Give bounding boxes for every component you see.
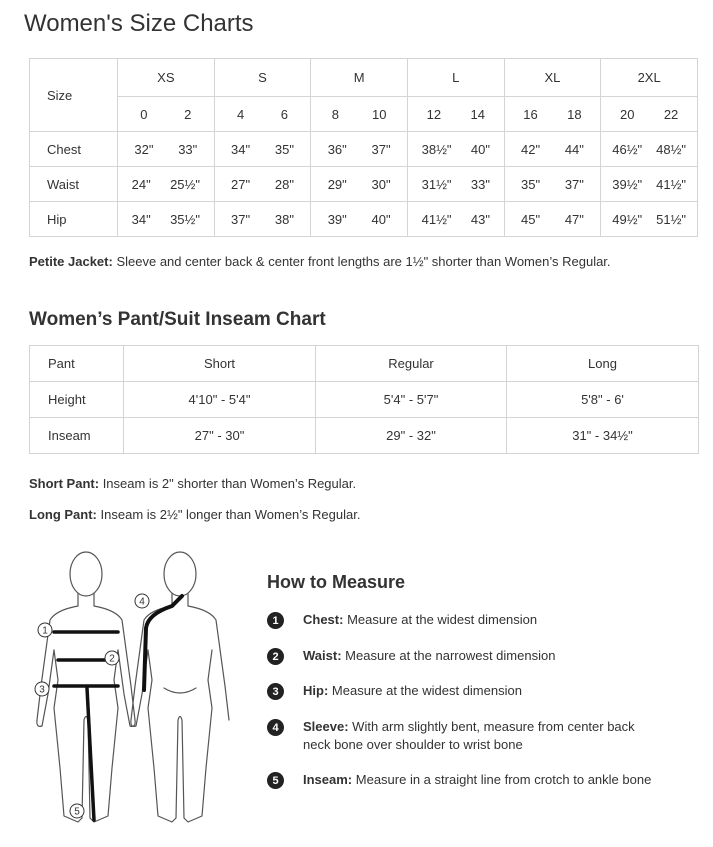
- step-text: [303, 771, 651, 789]
- step-label: Waist:: [303, 648, 342, 663]
- measure-cell: [601, 202, 698, 237]
- measure-cell: [118, 167, 215, 202]
- marker-5-label: 5: [74, 806, 80, 818]
- measure-value: 45": [521, 211, 541, 227]
- inseam-cell: 27" - 30": [124, 418, 316, 454]
- measure-value: 24": [131, 176, 151, 192]
- step-number-badge: 4: [267, 719, 284, 736]
- measure-value: 37": [564, 176, 584, 192]
- measure-value: 38½": [421, 141, 452, 157]
- inseam-row-height: [30, 382, 699, 418]
- note-label: Short Pant:: [29, 476, 100, 491]
- note-text: Inseam is 2" shorter than Women’s Regular.: [102, 476, 357, 491]
- measure-cell: [504, 202, 601, 237]
- measure-cell: [504, 132, 601, 167]
- measure-value: 41½": [421, 211, 452, 227]
- row-label: Chest: [30, 132, 118, 167]
- inseam-cell: 5'8" - 6': [507, 382, 699, 418]
- row-label: Height: [30, 382, 124, 418]
- measure-value: 42": [521, 141, 541, 157]
- marker-2-label: 2: [109, 653, 115, 665]
- note-text: Sleeve and center back & center front lengths are 1½" shorter than Women’s Regular.: [116, 254, 611, 269]
- inseam-row-inseam: [30, 418, 699, 454]
- row-label: Waist: [30, 167, 118, 202]
- step-text: [303, 647, 555, 665]
- marker-4-badge: [135, 594, 149, 608]
- size-numbers-cell: [601, 97, 698, 132]
- size-numbers-cell: [118, 97, 215, 132]
- size-number: 2: [184, 106, 192, 122]
- measure-value: 29": [327, 176, 347, 192]
- size-number: 22: [663, 106, 679, 122]
- size-number: 16: [523, 106, 538, 122]
- inseam-chart-title: Women’s Pant/Suit Inseam Chart: [29, 309, 326, 330]
- size-row-hip: [30, 202, 698, 237]
- inseam-header: Long: [507, 346, 699, 382]
- note-label: Long Pant:: [29, 507, 97, 522]
- measure-step-hip: [267, 682, 687, 700]
- measure-value: 39½": [612, 176, 643, 192]
- step-label: Chest:: [303, 612, 344, 627]
- measure-value: 34": [231, 141, 251, 157]
- size-numbers-cell: [504, 97, 601, 132]
- size-group-2xl: 2XL: [601, 59, 698, 97]
- measure-cell: [118, 202, 215, 237]
- measure-value: 31½": [421, 176, 452, 192]
- measure-value: 48½": [656, 141, 687, 157]
- measure-value: 40": [371, 211, 391, 227]
- size-number: 4: [236, 106, 245, 122]
- measure-cell: [504, 167, 601, 202]
- step-label: Sleeve:: [303, 719, 349, 734]
- measure-value: 33": [470, 176, 490, 192]
- measure-value: 28": [274, 176, 294, 192]
- long-pant-note: [29, 507, 360, 522]
- measure-value: 35": [274, 141, 294, 157]
- size-numbers-cell: [214, 97, 311, 132]
- size-corner-label: Size: [30, 59, 118, 132]
- measure-value: 32": [134, 141, 154, 157]
- inseam-cell: 29" - 32": [316, 418, 507, 454]
- measure-value: 47": [564, 211, 584, 227]
- size-group-xs: XS: [118, 59, 215, 97]
- measure-cell: [118, 132, 215, 167]
- row-label: Hip: [30, 202, 118, 237]
- measure-value: 34": [131, 211, 151, 227]
- step-text: [303, 611, 537, 629]
- size-number: 10: [372, 106, 387, 122]
- size-group-l: L: [407, 59, 504, 97]
- step-number-badge: 1: [267, 612, 284, 629]
- measure-value: 46½": [612, 141, 643, 157]
- note-text: Inseam is 2½" longer than Women’s Regular.: [100, 507, 361, 522]
- step-description: Measure at the narrowest dimension: [345, 648, 556, 663]
- size-number: 20: [619, 106, 635, 122]
- note-label: Petite Jacket:: [29, 254, 113, 269]
- marker-3-badge: [35, 682, 49, 696]
- inseam-header-row: [30, 346, 699, 382]
- size-numbers-cell: [311, 97, 408, 132]
- step-number-badge: 3: [267, 683, 284, 700]
- size-group-s: S: [214, 59, 311, 97]
- measure-step-inseam: [267, 771, 687, 789]
- measure-value: 30": [371, 176, 391, 192]
- row-label: Inseam: [30, 418, 124, 454]
- measure-value: 35": [521, 176, 541, 192]
- measure-value: 40": [470, 141, 490, 157]
- measure-value: 37": [231, 211, 251, 227]
- size-number-row: [30, 97, 698, 132]
- step-description: Measure at the widest dimension: [347, 612, 538, 627]
- measure-value: 51½": [656, 211, 687, 227]
- short-pant-note: [29, 476, 356, 491]
- size-numbers-cell: [407, 97, 504, 132]
- size-row-waist: [30, 167, 698, 202]
- measure-value: 25½": [170, 176, 200, 192]
- measure-cell: [407, 167, 504, 202]
- measure-value: 43": [470, 211, 490, 227]
- measure-step-waist: [267, 647, 687, 665]
- measure-cell: [214, 132, 311, 167]
- measure-step-chest: [267, 611, 687, 629]
- measure-value: 36": [327, 141, 347, 157]
- inseam-cell: 31" - 34½": [507, 418, 699, 454]
- measure-step-sleeve: [267, 718, 647, 754]
- inseam-chart-table: [29, 345, 699, 454]
- size-group-row: [30, 59, 698, 97]
- measure-value: 27": [231, 176, 251, 192]
- how-to-measure-title: How to Measure: [267, 572, 406, 592]
- step-label: Inseam:: [303, 772, 353, 787]
- step-label: Hip:: [303, 683, 329, 698]
- measure-cell: [214, 202, 311, 237]
- measure-cell: [311, 167, 408, 202]
- marker-5-badge: [70, 804, 84, 818]
- step-number-badge: 2: [267, 648, 284, 665]
- size-number: 18: [567, 106, 582, 122]
- size-row-chest: [30, 132, 698, 167]
- size-group-xl: XL: [504, 59, 601, 97]
- size-group-m: M: [311, 59, 408, 97]
- size-chart-table: [29, 58, 698, 237]
- measure-cell: [601, 132, 698, 167]
- measure-cell: [601, 167, 698, 202]
- inseam-header: Short: [124, 346, 316, 382]
- measure-value: 49½": [612, 211, 643, 227]
- step-description: Measure in a straight line from crotch to ankle bone: [355, 772, 652, 787]
- inseam-header: Regular: [316, 346, 507, 382]
- measure-cell: [407, 132, 504, 167]
- step-text: [303, 718, 647, 754]
- marker-3-label: 3: [39, 684, 45, 696]
- step-number-badge: 5: [267, 772, 284, 789]
- measure-value: 41½": [656, 176, 687, 192]
- size-number: 0: [140, 106, 148, 122]
- size-number: 6: [280, 106, 289, 122]
- marker-2-badge: [105, 651, 119, 665]
- petite-note: [29, 254, 611, 269]
- inseam-cell: 4'10" - 5'4": [124, 382, 316, 418]
- measurement-figure-illustration: [20, 548, 230, 840]
- measure-cell: [311, 132, 408, 167]
- step-text: [303, 682, 522, 700]
- inseam-cell: 5'4" - 5'7": [316, 382, 507, 418]
- measure-value: 38": [274, 211, 294, 227]
- page-title: Women's Size Charts: [24, 10, 254, 37]
- measure-cell: [407, 202, 504, 237]
- step-description: With arm slightly bent, measure from center back neck bone over shoulder to wrist bone: [303, 719, 635, 752]
- size-number: 8: [331, 106, 340, 122]
- marker-1-badge: [38, 623, 52, 637]
- measure-value: 44": [564, 141, 584, 157]
- measure-cell: [311, 202, 408, 237]
- marker-4-label: 4: [139, 596, 145, 608]
- size-number: 14: [470, 106, 485, 122]
- size-number: 12: [426, 106, 442, 122]
- measure-value: 33": [178, 141, 198, 157]
- measure-value: 35½": [170, 211, 200, 227]
- measure-value: 39": [327, 211, 347, 227]
- step-description: Measure at the widest dimension: [331, 683, 522, 698]
- measure-value: 37": [371, 141, 391, 157]
- measure-cell: [214, 167, 311, 202]
- marker-1-label: 1: [42, 625, 48, 637]
- inseam-header: Pant: [30, 346, 124, 382]
